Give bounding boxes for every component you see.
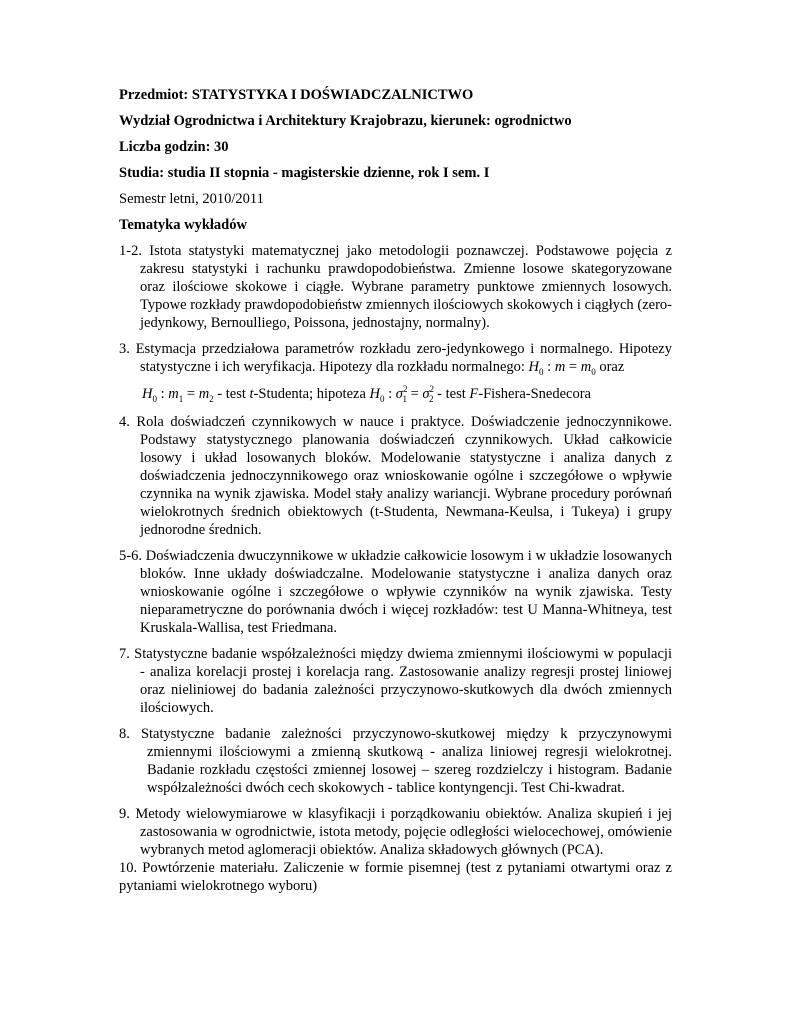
topic-item-hypotheses xyxy=(119,340,672,405)
test-label: - test xyxy=(213,386,250,402)
formula-h0-equal-means: $H_0$ : $m_1 = m_2$ xyxy=(142,386,214,404)
topics-heading: Tematyka wykładów xyxy=(119,217,247,233)
semester-line: Semestr letni, 2010/2011 xyxy=(119,191,264,207)
topic-item: 5-6. Doświadczenia dwuczynnikowe w układzie całkowicie losowym i w układzie losowanych bloków. Inne układy doświadczalne. Modelowanie statystyczne i analiza danych oraz wnioskowanie ogólne i szczegółowe o wpływie czynników na wynik zjawiska. Testy nieparametryczne do porównania dwóch i więcej rozkładów: test U Manna-Whitneya, test Kruskala-Wallisa, test Friedmana. xyxy=(119,548,672,636)
formula-h0-mean: $H_0$ : $m = m_0$ xyxy=(528,359,596,377)
topic-item: 1-2. Istota statystyki matematycznej jako metodologii poznawczej. Podstawowe pojęcia z zakresu statystyki i rachunku prawdopodobieństwa. Zmienne losowe skategoryzowane oraz ilościowe skokowe i ciągłe. Wybrane parametry punktowe zmiennych losowych. Typowe rozkłady prawdopodobieństw zmiennych ilościowych skokowych i ciągłych (zero-jedynkowy, Bernoulliego, Poissona, jednostajny, normalny). xyxy=(119,243,672,331)
t-letter: t xyxy=(249,386,254,402)
fisher-label: -Fishera-Snedecora xyxy=(478,386,591,402)
oraz-word: oraz xyxy=(599,359,625,375)
topic-item: 9. Metody wielowymiarowe w klasyfikacji i porządkowaniu obiektów. Analiza skupień i jej zastosowania w ogrodnictwie, istota metody, pojęcie odległości wielocechowej, omówienie wybranych metod aglomeracji obiektów. Analiza składowych głównych (PCA). xyxy=(119,806,672,858)
topic-item: 10. Powtórzenie materiału. Zaliczenie w formie pisemnej (test z pytaniami otwartymi oraz z pytaniami wielokrotnego wyboru) xyxy=(119,860,672,894)
topic-item: 8. Statystyczne badanie zależności przyczynowo-skutkowej między k przyczynowymi zmiennymi ilościowymi a zmienną skutkową - analiza liniowej regresji wielokrotnej. Badanie rozkładu częstości zmiennej losowej – szereg rozdzielczy i histogram. Badanie współzależności dwóch cech skokowych - tablice kontyngencji. Test Chi-kwadrat. xyxy=(119,726,672,796)
hours-heading: Liczba godzin: 30 xyxy=(119,139,229,155)
formula-h0-variances: $H_0$ : $\sigma^2_1 = \sigma^2_2$ xyxy=(369,384,435,404)
faculty-heading: Wydział Ogrodnictwa i Architektury Krajobrazu, kierunek: ogrodnictwo xyxy=(119,113,572,129)
topic-item: 7. Statystyczne badanie współzależności między dwiema zmiennymi ilościowymi w populacji - analiza korelacji prostej i korelacja rang. Zastosowanie analizy regresji prostej liniowej oraz nieliniowej do badania zależności przyczynowo-skutkowych dla dwóch zmiennych ilościowych. xyxy=(119,646,672,716)
topic-text: 3. Estymacja przedziałowa parametrów rozkładu zero-jedynkowego i normalnego. Hipotezy statystyczne i ich weryfikacja. Hipotezy dla rozkładu normalnego: xyxy=(119,341,672,375)
hypothesis-line xyxy=(142,383,672,405)
test-label: - test xyxy=(433,386,470,402)
studies-heading: Studia: studia II stopnia - magisterskie dzienne, rok I sem. I xyxy=(119,165,490,181)
document-page xyxy=(119,86,672,903)
topic-item: 4. Rola doświadczeń czynnikowych w nauce i praktyce. Doświadczenie jednoczynnikowe. Podstawy statystycznego planowania doświadczeń czynnikowych. Układ całkowicie losowy i układ losowanych bloków. Modelowanie statystyczne i analiza danych z doświadczenia jednoczynnikowego oraz wnioskowanie ogólne i szczegółowe o wpływie czynnika na wynik zjawiska. Model stały analizy wariancji. Wybrane procedury porównań wielokrotnych średnich obiektowych (t-Studenta, Newmana-Keulsa, i Tukeya) i grupy jednorodne średnich. xyxy=(119,414,672,538)
f-letter: F xyxy=(469,386,479,402)
studenta-label: -Studenta; hipoteza xyxy=(253,386,370,402)
subject-heading: Przedmiot: STATYSTYKA I DOŚWIADCZALNICTWO xyxy=(119,87,474,103)
